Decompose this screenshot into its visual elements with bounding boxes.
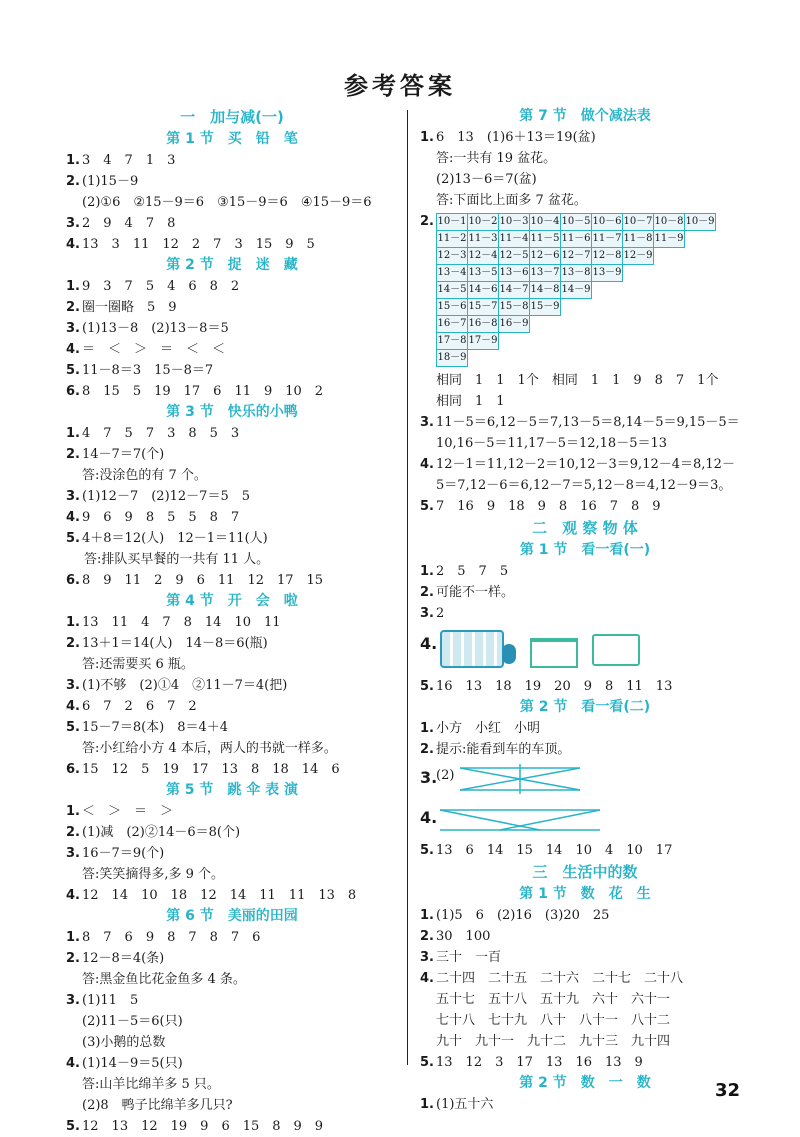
question-number: 1. <box>420 564 434 579</box>
answer-text: 11－5＝6,12－5＝7,13－5＝8,14－5＝9,15－5＝ <box>436 415 740 430</box>
table-cell: 16－8 <box>467 315 499 333</box>
answer-continuation: 答:没涂色的有 7 个。 <box>82 468 207 483</box>
empty-cell <box>529 315 561 333</box>
question-number: 4. <box>66 237 80 252</box>
answer-text: 9 3 7 5 4 6 8 2 <box>82 279 240 294</box>
table-cell: 10－3 <box>498 213 530 231</box>
unit-heading: 一 加与减(一) <box>180 108 284 126</box>
answer-line <box>420 840 750 861</box>
table-cell: 18－9 <box>436 349 468 367</box>
empty-cell <box>529 332 561 350</box>
answer-text: 三十 一百 <box>436 950 502 965</box>
answer-text: 15 12 5 19 17 13 8 18 14 6 <box>82 762 340 777</box>
empty-cell <box>653 349 685 367</box>
answer-line <box>420 718 750 739</box>
question-number: 4. <box>66 888 80 903</box>
answer-text: 2 5 7 5 <box>436 564 509 579</box>
table-cell: 13－7 <box>529 264 561 282</box>
answer-continuation: (2)8 鸭子比绵羊多几只? <box>82 1098 233 1113</box>
answer-line <box>66 801 398 822</box>
left-column <box>66 106 398 1137</box>
question-number: 4. <box>420 971 434 986</box>
answer-line <box>420 968 750 989</box>
answer-continuation: 答:山羊比绵羊多 5 只。 <box>82 1077 220 1092</box>
page-number: 32 <box>714 1080 740 1101</box>
answer-continuation: (2)13－6＝7(盆) <box>436 172 537 187</box>
section-heading: 第 1 节 买 铅 笔 <box>166 131 298 147</box>
answer-line <box>420 561 750 582</box>
answer-text: 12 13 12 19 9 6 15 8 9 9 <box>82 1119 324 1134</box>
table-cell: 11－6 <box>560 230 592 248</box>
answer-text: 30 100 <box>436 929 491 944</box>
empty-cell <box>684 281 716 299</box>
question-number: 4. <box>66 699 80 714</box>
answer-text: (1)14－9＝5(只) <box>82 1056 183 1071</box>
answer-text: 15－7＝8(本) 8＝4＋4 <box>82 720 229 735</box>
answer-continuation: 五十七 五十八 五十九 六十 六十一 <box>436 992 671 1007</box>
question-number: 4. <box>420 634 438 653</box>
empty-cell <box>622 332 654 350</box>
answer-text: 4＋8＝12(人) 12－1＝11(人) <box>82 531 268 546</box>
answer-text: (1)12－7 (2)12－7＝5 5 <box>82 489 250 504</box>
vehicle-view-image <box>592 634 640 666</box>
sub-label: (2) <box>436 768 455 783</box>
answer-continuation: 相同 1 1 1个 相同 1 1 9 8 7 1个 <box>436 373 719 388</box>
answer-text: 小方 小红 小明 <box>436 721 541 736</box>
answer-text: 12－8＝4(条) <box>82 951 165 966</box>
answer-text: 12 14 10 18 12 14 11 11 13 8 <box>82 888 357 903</box>
answer-line <box>66 318 398 339</box>
table-cell: 10－2 <box>467 213 499 231</box>
right-column <box>420 106 750 1115</box>
answer-text: 16 13 18 19 20 9 8 11 13 <box>436 679 673 694</box>
table-cell: 12－4 <box>467 247 499 265</box>
question-number: 2. <box>66 951 80 966</box>
answer-line <box>66 339 398 360</box>
bus-image <box>440 630 504 668</box>
answer-line <box>66 276 398 297</box>
answer-line <box>66 822 398 843</box>
question-number: 4. <box>66 1056 80 1071</box>
table-cell: 13－4 <box>436 264 468 282</box>
answer-line <box>66 927 398 948</box>
section-heading: 第 4 节 开 会 啦 <box>166 593 298 609</box>
table-cell: 11－7 <box>591 230 623 248</box>
answer-line <box>420 905 750 926</box>
answer-line <box>66 297 398 318</box>
empty-cell <box>653 315 685 333</box>
page-title: 参考答案 <box>344 72 456 100</box>
empty-cell <box>560 298 592 316</box>
empty-cell <box>560 332 592 350</box>
section-heading: 第 7 节 做个减法表 <box>519 108 651 124</box>
answer-text: ＜ ＞ ＝ ＞ <box>82 804 174 819</box>
answer-text: 二十四 二十五 二十六 二十七 二十八 <box>436 971 684 986</box>
empty-cell <box>622 298 654 316</box>
answer-line <box>66 528 398 549</box>
answer-line <box>66 486 398 507</box>
empty-cell <box>622 315 654 333</box>
matching-lines <box>420 760 750 800</box>
answer-text: (1)五十六 <box>436 1097 494 1112</box>
empty-cell <box>684 230 716 248</box>
answer-line <box>420 454 750 475</box>
answer-text: ＝ ＜ ＞ ＝ ＜ ＜ <box>82 342 226 357</box>
vehicle-views <box>420 624 750 676</box>
question-number: 5. <box>66 1119 80 1134</box>
answer-line <box>66 612 398 633</box>
section-heading: 第 6 节 美丽的田园 <box>166 908 298 924</box>
question-number: 2. <box>66 447 80 462</box>
answer-continuation: (2)①6 ②15－9＝6 ③15－9＝6 ④15－9＝6 <box>82 195 372 210</box>
question-number: 6. <box>66 762 80 777</box>
answer-text: 2 <box>436 606 445 621</box>
question-number: 2. <box>420 929 434 944</box>
answer-text: 6 7 2 6 7 2 <box>82 699 197 714</box>
question-number: 2. <box>420 214 434 229</box>
question-number: 2. <box>66 825 80 840</box>
answer-line <box>66 150 398 171</box>
answer-line <box>420 127 750 148</box>
answer-line <box>66 444 398 465</box>
empty-cell <box>498 349 530 367</box>
empty-cell <box>684 349 716 367</box>
table-cell: 11－2 <box>436 230 468 248</box>
question-number: 6. <box>66 384 80 399</box>
answer-line <box>420 739 750 760</box>
answer-line <box>66 633 398 654</box>
empty-cell <box>591 332 623 350</box>
empty-cell <box>591 349 623 367</box>
answer-line <box>66 1053 398 1074</box>
empty-cell <box>591 315 623 333</box>
answer-line <box>420 582 750 603</box>
empty-cell <box>653 247 685 265</box>
answer-line <box>420 603 750 624</box>
answer-line <box>66 570 398 591</box>
empty-cell <box>653 281 685 299</box>
answer-line <box>420 412 750 433</box>
answer-continuation: 答:笑笑摘得多,多 9 个。 <box>82 867 225 882</box>
matching-lines-svg <box>420 800 620 840</box>
answer-text: 8 7 6 9 8 7 8 7 6 <box>82 930 261 945</box>
answer-continuation: 答:小红给小方 4 本后，两人的书就一样多。 <box>82 741 337 756</box>
question-number: 1. <box>66 426 80 441</box>
answer-text: (1)5 6 (2)16 (3)20 25 <box>436 908 610 923</box>
answer-continuation: 5＝7,12－6＝6,12－7＝5,12－8＝4,12－9＝3。 <box>436 478 732 493</box>
answer-line <box>66 507 398 528</box>
section-heading: 第 1 节 数 花 生 <box>519 886 651 902</box>
empty-cell <box>560 349 592 367</box>
table-cell: 14－6 <box>467 281 499 299</box>
question-number: 2. <box>420 742 434 757</box>
table-cell: 15－6 <box>436 298 468 316</box>
question-number: 1. <box>66 153 80 168</box>
answer-line <box>66 171 398 192</box>
question-number: 3. <box>66 846 80 861</box>
answer-continuation: (3)小鹅的总数 <box>82 1035 166 1050</box>
answer-line <box>66 423 398 444</box>
question-number: 3. <box>420 950 434 965</box>
question-number: 3. <box>66 993 80 1008</box>
question-number: 2. <box>66 300 80 315</box>
answer-text: 11－8＝3 15－8＝7 <box>82 363 214 378</box>
section-heading: 第 1 节 看一看(一) <box>519 542 651 558</box>
empty-cell <box>684 247 716 265</box>
answer-line <box>420 926 750 947</box>
answer-text: (1)11 5 <box>82 993 139 1008</box>
answer-line <box>420 947 750 968</box>
child-image <box>502 644 516 664</box>
table-cell: 15－8 <box>498 298 530 316</box>
table-cell: 10－7 <box>622 213 654 231</box>
table-cell: 12－5 <box>498 247 530 265</box>
empty-cell <box>684 298 716 316</box>
table-cell: 15－7 <box>467 298 499 316</box>
question-number: 2. <box>66 636 80 651</box>
answer-line <box>66 990 398 1011</box>
empty-cell <box>560 315 592 333</box>
answer-continuation: 10,16－5＝11,17－5＝12,18－5＝13 <box>436 436 668 451</box>
answer-line <box>66 234 398 255</box>
answer-continuation: 答:排队买早餐的一共有 11 人。 <box>84 552 270 567</box>
question-number: 1. <box>420 130 434 145</box>
answer-text: 13 11 4 7 8 14 10 11 <box>82 615 281 630</box>
table-cell: 10－5 <box>560 213 592 231</box>
answer-text: (1)不够 (2)①4 ②11－7＝4(把) <box>82 678 288 693</box>
question-number: 4. <box>66 342 80 357</box>
question-number: 3. <box>66 216 80 231</box>
question-number: 5. <box>66 363 80 378</box>
section-heading: 第 2 节 数 一 数 <box>519 1075 651 1091</box>
question-number: 1. <box>66 615 80 630</box>
table-cell: 13－5 <box>467 264 499 282</box>
answer-line <box>420 1094 750 1115</box>
table-cell: 10－4 <box>529 213 561 231</box>
answer-line <box>66 885 398 906</box>
matching-lines <box>420 800 750 840</box>
empty-cell <box>653 332 685 350</box>
answer-text: 7 16 9 18 9 8 16 7 8 9 <box>436 499 661 514</box>
question-number: 2. <box>420 585 434 600</box>
answer-text: 圈一圈略 5 9 <box>82 300 177 315</box>
question-number: 1. <box>420 908 434 923</box>
unit-heading: 三 生活中的数 <box>532 863 638 881</box>
empty-cell <box>529 349 561 367</box>
question-number: 5. <box>66 720 80 735</box>
vehicle-view-image <box>530 638 578 668</box>
table-cell: 14－9 <box>560 281 592 299</box>
question-number: 1. <box>66 279 80 294</box>
empty-cell <box>684 315 716 333</box>
matching-line <box>500 810 600 830</box>
empty-cell <box>467 349 499 367</box>
answer-line <box>66 948 398 969</box>
answer-text: (1)15－9 <box>82 174 139 189</box>
question-number: 3. <box>66 678 80 693</box>
table-cell: 13－9 <box>591 264 623 282</box>
answer-line <box>66 1116 398 1137</box>
table-cell: 11－4 <box>498 230 530 248</box>
empty-cell <box>622 281 654 299</box>
question-number: 5. <box>420 499 434 514</box>
table-cell: 16－7 <box>436 315 468 333</box>
answer-continuation: 相同 1 1 <box>436 394 505 409</box>
answer-text: 13 6 14 15 14 10 4 10 17 <box>436 843 673 858</box>
answer-text: 8 15 5 19 17 6 11 9 10 2 <box>82 384 324 399</box>
answer-text: 可能不一样。 <box>436 585 515 600</box>
table-cell: 12－6 <box>529 247 561 265</box>
table-cell: 10－8 <box>653 213 685 231</box>
answer-line <box>66 717 398 738</box>
answer-line <box>420 676 750 697</box>
section-heading: 第 5 节 跳 伞 表 演 <box>165 782 299 798</box>
answer-text: 14－7＝7(个) <box>82 447 165 462</box>
question-number: 3. <box>420 768 438 787</box>
question-number: 1. <box>66 804 80 819</box>
answer-line <box>66 675 398 696</box>
section-heading: 第 3 节 快乐的小鸭 <box>166 404 298 420</box>
question-number: 5. <box>420 1055 434 1070</box>
empty-cell <box>498 332 530 350</box>
answer-text: 13＋1＝14(人) 14－8＝6(瓶) <box>82 636 268 651</box>
table-cell: 16－9 <box>498 315 530 333</box>
section-heading: 第 2 节 看一看(二) <box>519 699 651 715</box>
subtraction-table <box>436 213 750 366</box>
answer-text: 6 13 (1)6＋13＝19(盆) <box>436 130 596 145</box>
answer-line <box>66 843 398 864</box>
table-cell: 11－5 <box>529 230 561 248</box>
answer-line <box>420 496 750 517</box>
table-cell: 11－9 <box>653 230 685 248</box>
question-number: 3. <box>420 606 434 621</box>
table-cell: 11－3 <box>467 230 499 248</box>
answer-continuation: 九十 九十一 九十二 九十三 九十四 <box>436 1034 671 1049</box>
answer-line <box>420 1052 750 1073</box>
answer-line <box>66 381 398 402</box>
empty-cell <box>622 264 654 282</box>
question-number: 6. <box>66 573 80 588</box>
empty-cell <box>653 298 685 316</box>
answer-text: 9 6 9 8 5 5 8 7 <box>82 510 240 525</box>
answer-line <box>66 759 398 780</box>
question-number: 4. <box>420 808 438 827</box>
answer-continuation: 答:一共有 19 盆花。 <box>436 151 557 166</box>
question-number: 5. <box>420 843 434 858</box>
empty-cell <box>591 281 623 299</box>
answer-line <box>66 360 398 381</box>
question-number: 2. <box>66 174 80 189</box>
question-number: 3. <box>66 489 80 504</box>
answer-continuation: 七十八 七十九 八十 八十一 八十二 <box>436 1013 671 1028</box>
table-cell: 10－1 <box>436 213 468 231</box>
answer-text: 2 9 4 7 8 <box>82 216 176 231</box>
table-cell: 14－8 <box>529 281 561 299</box>
table-cell: 12－3 <box>436 247 468 265</box>
table-cell: 10－9 <box>684 213 716 231</box>
question-number: 3. <box>66 321 80 336</box>
answer-text: 13 12 3 17 13 16 13 9 <box>436 1055 643 1070</box>
answer-text: 8 9 11 2 9 6 11 12 17 15 <box>82 573 324 588</box>
unit-heading: 二 观 察 物 体 <box>532 519 638 537</box>
answer-text: 提示:能看到车的车顶。 <box>436 742 571 757</box>
answer-text: (1)13－8 (2)13－8＝5 <box>82 321 229 336</box>
question-number: 3. <box>420 415 434 430</box>
answer-line <box>66 213 398 234</box>
table-cell: 12－7 <box>560 247 592 265</box>
answer-text: (1)减 (2)②14－6＝8(个) <box>82 825 241 840</box>
table-cell: 17－9 <box>467 332 499 350</box>
empty-cell <box>684 332 716 350</box>
empty-cell <box>622 349 654 367</box>
table-cell: 11－8 <box>622 230 654 248</box>
question-number: 1. <box>420 721 434 736</box>
table-cell: 12－8 <box>591 247 623 265</box>
empty-cell <box>684 264 716 282</box>
answer-text: 4 7 5 7 3 8 5 3 <box>82 426 240 441</box>
column-divider <box>407 110 408 1065</box>
question-number: 5. <box>420 679 434 694</box>
empty-cell <box>653 264 685 282</box>
table-cell: 10－6 <box>591 213 623 231</box>
question-number: 5. <box>66 531 80 546</box>
question-number: 4. <box>66 510 80 525</box>
question-number: 4. <box>420 457 434 472</box>
answer-continuation: 答:黑金鱼比花金鱼多 4 条。 <box>82 972 246 987</box>
table-cell: 14－7 <box>498 281 530 299</box>
table-cell: 13－6 <box>498 264 530 282</box>
matching-lines-svg <box>420 760 620 800</box>
table-cell: 12－9 <box>622 247 654 265</box>
table-cell: 17－8 <box>436 332 468 350</box>
question-number: 1. <box>66 930 80 945</box>
answer-text: 3 4 7 1 3 <box>82 153 176 168</box>
section-heading: 第 2 节 捉 迷 藏 <box>166 257 298 273</box>
answer-line <box>66 696 398 717</box>
question-number: 1. <box>420 1097 434 1112</box>
answer-continuation: 答:还需要买 6 瓶。 <box>82 657 194 672</box>
table-cell: 14－5 <box>436 281 468 299</box>
matching-line <box>440 810 540 830</box>
answer-text: 12－1＝11,12－2＝10,12－3＝9,12－4＝8,12－ <box>436 457 735 472</box>
table-cell: 13－8 <box>560 264 592 282</box>
answer-continuation: (2)11－5＝6(只) <box>82 1014 183 1029</box>
answer-text: 13 3 11 12 2 7 3 15 9 5 <box>82 237 315 252</box>
empty-cell <box>591 298 623 316</box>
answer-text: 16－7＝9(个) <box>82 846 165 861</box>
table-cell: 15－9 <box>529 298 561 316</box>
answer-continuation: 答:下面比上面多 7 盆花。 <box>436 193 587 208</box>
